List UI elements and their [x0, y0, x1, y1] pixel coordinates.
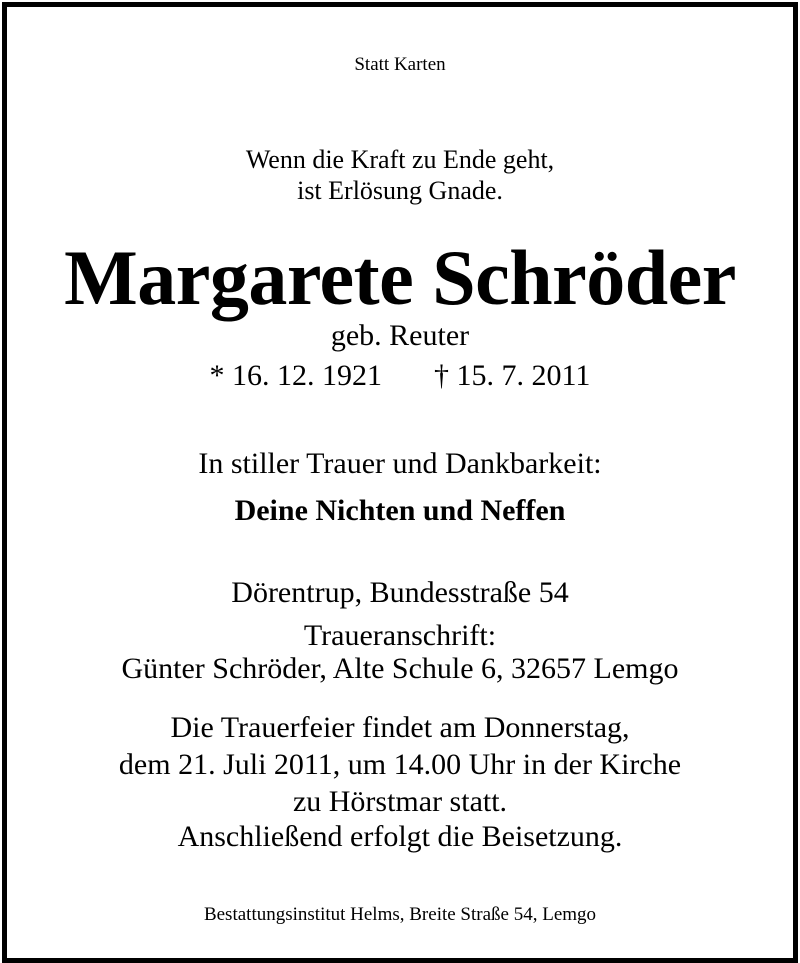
address-line-1: Dörentrup, Bundesstraße 54: [231, 576, 569, 609]
life-dates: [7, 361, 793, 391]
verse-line-2: ist Erlösung Gnade.: [297, 176, 503, 205]
mourners-names: Deine Nichten und Neffen: [234, 494, 566, 527]
maiden-name: geb. Reuter: [330, 319, 470, 352]
birth-date: * 16. 12. 1921: [209, 359, 383, 392]
mourning-address: Günter Schröder, Alte Schule 6, 32657 Lemgo: [121, 652, 679, 685]
undertaker-footer: Bestattungsinstitut Helms, Breite Straße 54, Lemgo: [203, 904, 597, 925]
death-date: † 15. 7. 2011: [434, 359, 591, 392]
statt-karten-heading: Statt Karten: [354, 54, 446, 75]
ceremony-line-3: zu Hörstmar statt.: [292, 785, 508, 818]
verse-line-1: Wenn die Kraft zu Ende geht,: [245, 145, 555, 174]
deceased-name: Margarete Schröder: [64, 234, 736, 321]
ceremony-line-2: dem 21. Juli 2011, um 14.00 Uhr in der Kirche: [118, 748, 682, 781]
ceremony-line-1: Die Trauerfeier findet am Donnerstag,: [170, 711, 630, 744]
mourners-intro: In stiller Trauer und Dankbarkeit:: [198, 447, 602, 480]
obituary-frame: [2, 2, 798, 963]
mourning-address-label: Traueranschrift:: [303, 619, 497, 652]
ceremony-line-4: Anschließend erfolgt die Beisetzung.: [177, 820, 623, 853]
